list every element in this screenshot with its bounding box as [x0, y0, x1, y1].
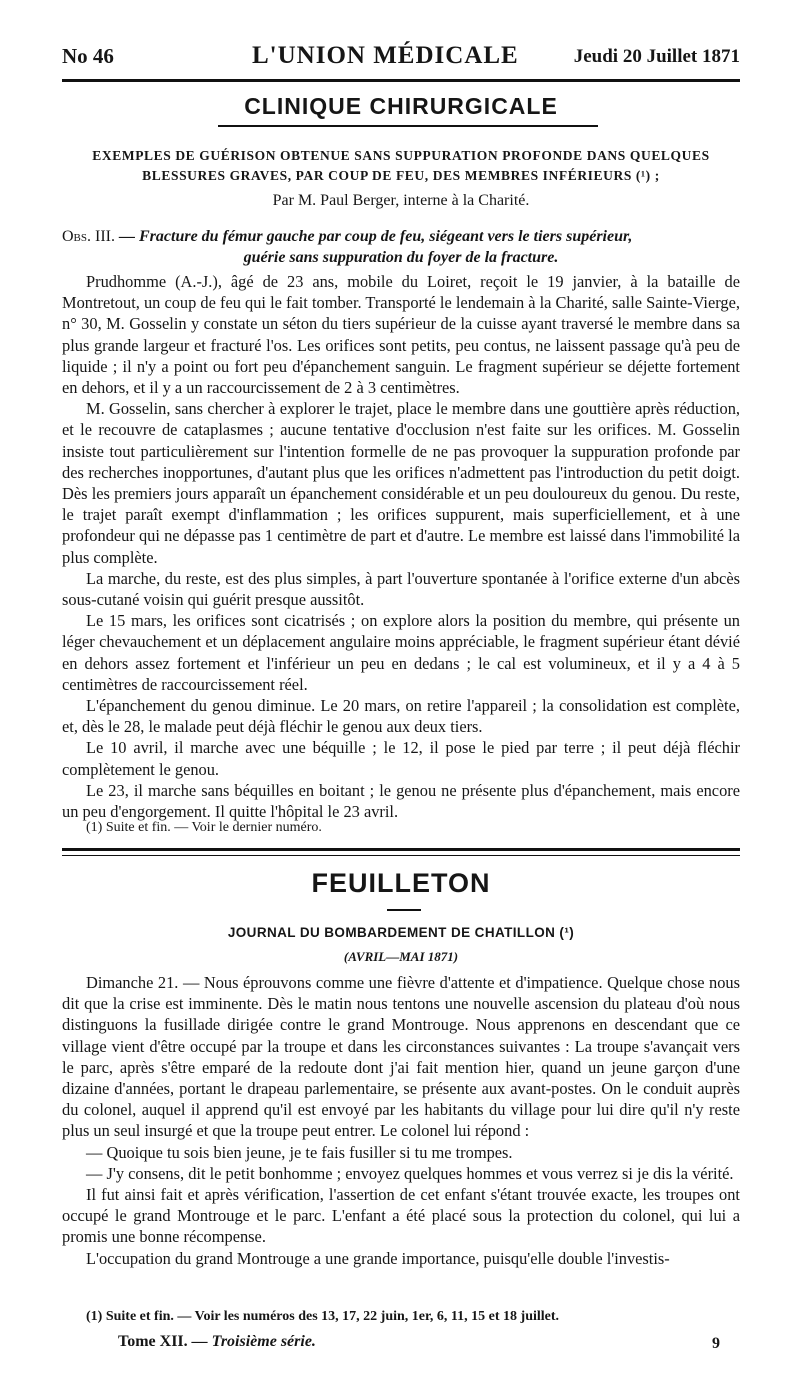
paragraph: L'épanchement du genou diminue. Le 20 mars, on retire l'appareil ; la consolidation est complète, et, dès le 28, le malade peut déjà fléchir le genou aux deux tiers.: [62, 696, 740, 737]
feuilleton-journal-dates: (AVRIL—MAI 1871): [343, 949, 459, 964]
masthead-rule: [62, 79, 740, 82]
paragraph: L'occupation du grand Montrouge a une grande importance, puisqu'elle double l'investis-: [86, 1248, 670, 1268]
paragraph: M. Gosselin, sans chercher à explorer le trajet, place le membre dans une gouttière après réduction, et le recouvre de cataplasmes ; aucune tentative d'occlusion n'est faite sur les orifices. M. Gosselin insiste tout particulièrement sur l'intention formelle de ne pas provoquer la suppuration profonde par des recherches inopportunes, d'autant plus que les orifices n'admettent pas l'introduction du petit doigt. Dès les premiers jours apparaît un épanchement considérable et un peu douloureux du genou. Du reste, le trajet paraît exempt d'inflammation ; les orifices suppurent, mais superficiellement, et à une profondeur qui ne dépasse pas 1 centimètre de part et d'autre. Le membre est laissé dans l'immobilité la plus complète.: [62, 399, 740, 567]
section-rule: [218, 125, 598, 127]
clinique-footnote: (1) Suite et fin. — Voir le dernier numéro.: [86, 820, 322, 835]
observation-title-2: guérie sans suppuration du foyer de la fracture.: [243, 249, 559, 266]
footer-volume: [118, 1333, 316, 1351]
issue-number: No 46: [62, 44, 114, 68]
article-byline: Par M. Paul Berger, interne à la Charité.: [272, 192, 530, 209]
feuilleton-rule-top: [62, 848, 740, 851]
issue-date: Jeudi 20 Juillet 1871: [573, 46, 740, 67]
section-title-clinique: CLINIQUE CHIRURGICALE: [244, 93, 558, 119]
feuilleton-body: [62, 972, 740, 1269]
paragraph: Il fut ainsi fait et après vérification, l'assertion de cet enfant s'étant trouvée exacte, les troupes ont occupé le grand Montrouge et le parc. L'enfant a été placé sous la protection du colonel, qui lui a promis une bonne récompense.: [62, 1185, 740, 1247]
paragraph: Prudhomme (A.-J.), âgé de 23 ans, mobile du Loiret, reçoit le 19 janvier, à la bataille de Montretout, un coup de feu qui le fait tomber. Transporté le lendemain à la Charité, salle Sainte-Vierge, n° 30, M. Gosselin y constate un séton du tiers supérieur de la cuisse ayant traversé le membre dans sa plus grande largeur et fracturé l'os. Les orifices sont petits, peu contus, ne laissent passage qu'à peu de liquide ; il n'y a point ou fort peu d'épanchement sanguin. Le fragment supérieur se déjette fortement en dehors, et il y a un raccourcissement de 2 à 3 centimètres.: [62, 272, 740, 398]
paragraph: Le 15 mars, les orifices sont cicatrisés ; on explore alors la position du membre, qui présente un léger chevauchement et un déplacement angulaire moins appréciable, le fragment supérieur étant dévié en dehors assez fortement et l'inférieur un peu en dedans ; le cal est volumineux, et il y a 4 à 5 centimètres de raccourcissement réel.: [62, 611, 740, 694]
paragraph: Dimanche 21. — Nous éprouvons comme une fièvre d'attente et d'impatience. Quelque chose nous dit que la crise est imminente. Dès le matin nous tentons une nouvelle ascension du plateau d'où nous distinguons la fusillade dirigée contre le grand Montrouge. Nous apprenons en descendant que ce village vient d'être occupé par la troupe et dans les circonstances suivantes : La troupe s'avançait vers le parc, après s'être emparé de la redoute dont j'ai fait mention hier, quand un jeune garçon d'une dizaine d'années, portant le drapeau parlementaire, se présente aux avant-postes. On le conduit auprès du colonel, auquel il apprend qu'il est envoyé par les habitants du village pour lui dire qu'il n'y reste plus un seul insurgé et que la troupe peut entrer. Le colonel lui répond :: [62, 973, 740, 1141]
paragraph: Le 23, il marche sans béquilles en boitant ; le genou ne présente plus d'épanchement, mais encore un peu d'engorgement. Il quitte l'hôpital le 23 avril.: [62, 780, 740, 822]
paragraph: — J'y consens, dit le petit bonhomme ; envoyez quelques hommes et vous verrez si je dis la vérité.: [86, 1163, 734, 1183]
paragraph: La marche, du reste, est des plus simples, à part l'ouverture spontanée à l'orifice externe d'un abcès sous-cutané voisin qui guérit presque aussitôt.: [62, 568, 740, 610]
article-subtitle-1: EXEMPLES DE GUÉRISON OBTENUE SANS SUPPURATION PROFONDE DANS QUELQUES: [92, 148, 710, 163]
observation-title-1: — Fracture du fémur gauche par coup de feu, siégeant vers le tiers supérieur,: [119, 228, 633, 245]
feuilleton-footnote: (1) Suite et fin. — Voir les numéros des 13, 17, 22 juin, 1er, 6, 11, 15 et 18 juillet.: [86, 1309, 560, 1324]
paragraph: — Quoique tu sois bien jeune, je te fais fusiller si tu me trompes.: [86, 1142, 513, 1162]
feuilleton-divider: [387, 909, 421, 911]
masthead: [62, 44, 740, 80]
observation-heading: [62, 226, 740, 268]
footer-tome: Tome XII.: [118, 1333, 188, 1350]
observation-label: Obs. III.: [62, 228, 115, 245]
footer-serie: — Troisième série.: [191, 1333, 316, 1350]
article-subtitle-2: BLESSURES GRAVES, PAR COUP DE FEU, DES MEMBRES INFÉRIEURS (¹) ;: [142, 168, 660, 183]
clinique-body: [62, 271, 740, 822]
feuilleton-journal-title: JOURNAL DU BOMBARDEMENT DE CHATILLON (¹): [227, 925, 575, 940]
journal-title: L'UNION MÉDICALE: [252, 42, 519, 69]
feuilleton-rule-bottom: [62, 855, 740, 856]
paragraph: Le 10 avril, il marche avec une béquille ; le 12, il pose le pied par terre ; il peut déjà fléchir complètement le genou.: [62, 738, 740, 779]
page-number: 9: [712, 1335, 720, 1352]
feuilleton-title: FEUILLETON: [311, 868, 491, 898]
